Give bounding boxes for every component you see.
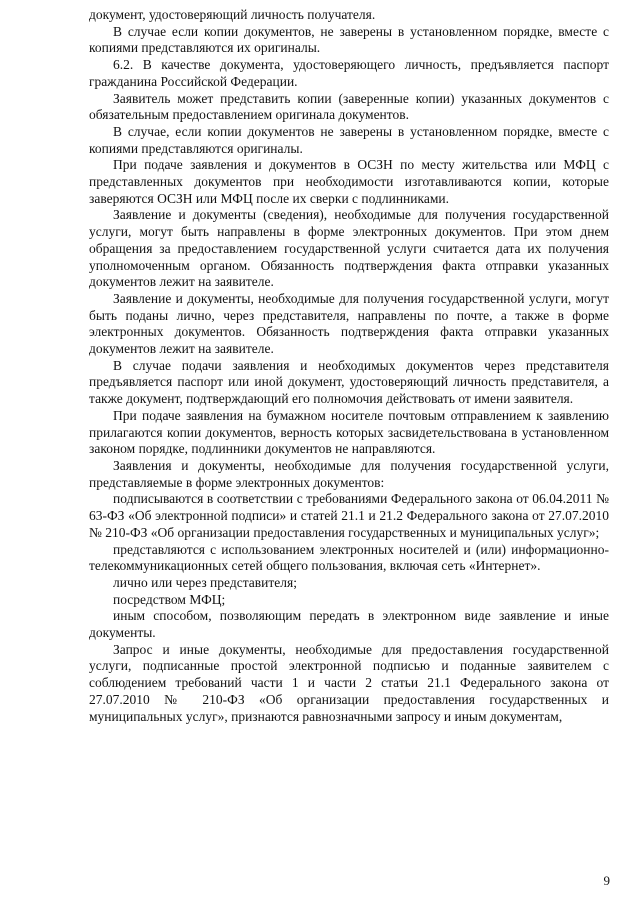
paragraph: Заявление и документы, необходимые для получения государственной услуги, могут быть поданы лично, через представителя, направлены по почте, а также в форме электронных документов. Обязанность подтверждения факта отправки указанных документов лежит на заявителе.: [89, 290, 609, 357]
paragraph: Запрос и иные документы, необходимые для предоставления государственной услуги, подписанные простой электронной подписью и поданные заявителем с соблюдением требований части 1 и части 2 статьи 21.1 Федерального закона от 27.07.2010 № 210-ФЗ «Об организации предоставления государственных и муниципальных услуг», признаются равнозначными запросу и иным документам,: [89, 641, 609, 724]
paragraph: Заявление и документы (сведения), необходимые для получения государственной услуги, могут быть направлены в форме электронных документов. При этом днем обращения за предоставлением государственной услуги считается дата их получения уполномоченным органом. Обязанность подтверждения факта отправки указанных документов лежит на заявителе.: [89, 207, 609, 290]
paragraph: лично или через представителя;: [113, 574, 297, 590]
paragraph: посредством МФЦ;: [113, 591, 226, 607]
page-number: 9: [603, 873, 610, 888]
paragraph: 6.2. В качестве документа, удостоверяющего личность, предъявляется паспорт гражданина Российской Федерации.: [89, 57, 609, 89]
paragraph: При подаче заявления на бумажном носителе почтовым отправлением к заявлению прилагаются копии документов, верность которых засвидетельствована в установленном законом порядке, подлинники документов не направляются.: [89, 407, 609, 457]
paragraph: В случае подачи заявления и необходимых документов через представителя предъявляется паспорт или иной документ, удостоверяющий личность представителя, а также документ, подтверждающий его полномочия действовать от имени заявителя.: [89, 357, 609, 407]
paragraph: представляются с использованием электронных носителей и (или) информационно-телекоммуникационных сетей общего пользования, включая сеть «Интернет».: [89, 541, 609, 574]
paragraph: документ, удостоверяющий личность получателя.: [89, 7, 376, 22]
paragraph: Заявитель может представить копии (заверенные копии) указанных документов с обязательным предоставлением оригинала документов.: [89, 90, 609, 123]
paragraph: В случае если копии документов, не заверены в установленном порядке, вместе с копиями представляются их оригиналы.: [89, 23, 609, 56]
document-body: [89, 7, 609, 725]
paragraph: иным способом, позволяющим передать в электронном виде заявление и иные документы.: [89, 608, 609, 641]
paragraph: Заявления и документы, необходимые для получения государственной услуги, представляемые в форме электронных документов:: [89, 457, 609, 490]
paragraph: В случае, если копии документов не заверены в установленном порядке, вместе с копиями представляются оригиналы.: [89, 123, 609, 156]
paragraph: подписываются в соответствии с требованиями Федерального закона от 06.04.2011 № 63-ФЗ «Об электронной подписи» и статей 21.1 и 21.2 Федерального закона от 27.07.2010 № 210-ФЗ «Об организации предоставления государственных и муниципальных услуг»;: [89, 491, 609, 540]
paragraph: При подаче заявления и документов в ОСЗН по месту жительства или МФЦ с представленных документов при необходимости изготавливаются копии, которые заверяются ОСЗН или МФЦ после их сверки с подлинниками.: [89, 157, 609, 206]
